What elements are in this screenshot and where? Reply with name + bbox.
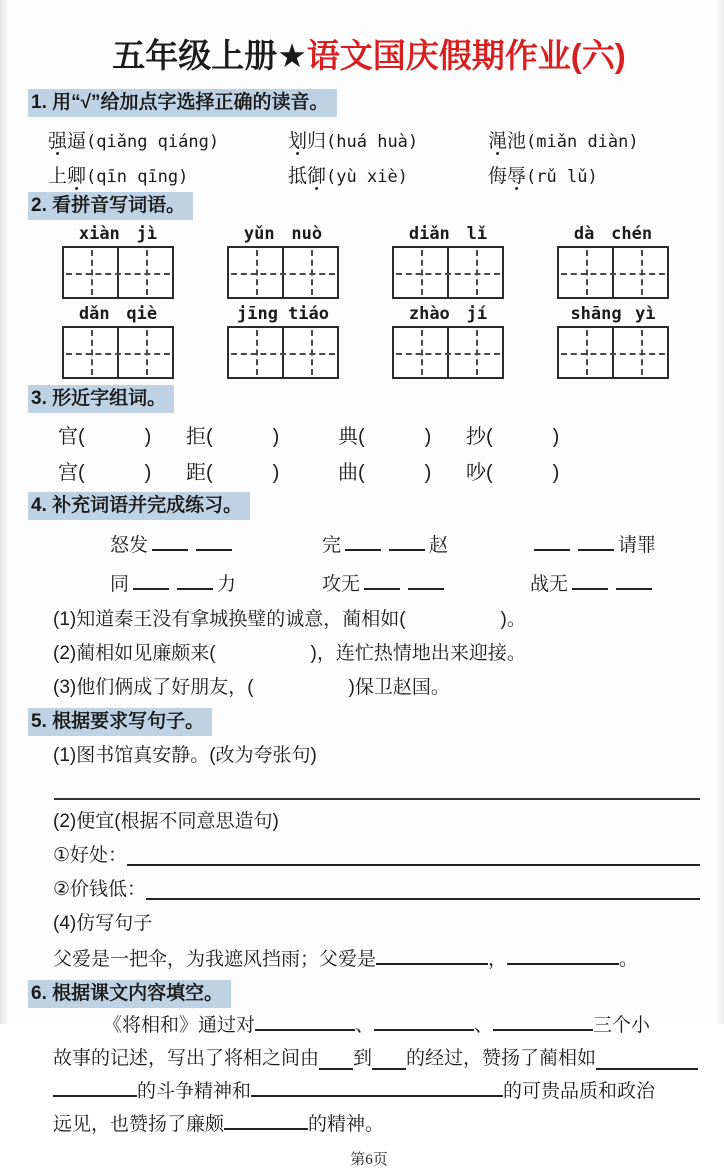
writing-grid-box (557, 326, 669, 379)
grid-cell (559, 248, 612, 297)
answer-paren: ( ) (206, 426, 280, 448)
answer-blank (224, 1109, 308, 1130)
section-6-header: 6. 根据课文内容填空。 (28, 980, 231, 1008)
dotted-char: 卿 (67, 166, 87, 187)
question-line: (4)仿写句子 (53, 913, 153, 934)
page-title (28, 30, 710, 77)
answer-blank (389, 530, 425, 551)
answer-blank (345, 530, 381, 551)
pinyin-label: jīng tiáo (237, 304, 329, 324)
answer-blank (616, 569, 652, 590)
answer-blank (255, 1010, 355, 1031)
writing-grid-box (392, 246, 504, 299)
word-box (557, 304, 669, 379)
answer-paren: ( ) (486, 462, 560, 484)
dotted-char: 御 (307, 166, 327, 187)
char-item: 曲( ) (338, 462, 432, 484)
pinyin-label: dǎn qiè (78, 304, 158, 324)
section-5 (28, 708, 710, 974)
pinyin-label: diǎn lǐ (408, 224, 488, 244)
sub-question-line (53, 842, 700, 870)
pinyin-options: (rǔ lǔ) (526, 167, 598, 187)
answer-line (146, 898, 700, 900)
char-item: 吵( ) (466, 462, 560, 484)
word-box (227, 224, 339, 299)
pinyin-label: shāng yì (570, 304, 656, 324)
answer-blank (493, 1010, 593, 1031)
pronunciation-item (288, 126, 488, 153)
section-3-header: 3. 形近字组词。 (28, 385, 174, 413)
char-item: 抄( ) (466, 426, 560, 448)
grid-cell (394, 328, 447, 377)
pronunciation-list (28, 126, 710, 188)
answer-blank (572, 569, 608, 590)
sub-question-label: ②价钱低： (53, 879, 147, 900)
idiom-completion-grid (28, 530, 710, 596)
sub-question-label: ①好处： (53, 845, 128, 866)
word-box (62, 224, 174, 299)
cloze-line-1: 《将相和》通过对 、 、 三个小 (53, 1010, 698, 1041)
word-box (557, 224, 669, 299)
dotted-char: 辱 (507, 166, 527, 187)
answer-blank (251, 1076, 503, 1097)
pinyin-options: (qīn qīng) (86, 167, 189, 187)
word-char: 逼 (67, 131, 87, 152)
answer-blank (578, 530, 614, 551)
char-item: 典( ) (338, 426, 432, 448)
answer-blank (376, 944, 488, 965)
question-line: (1)图书馆真安静。(改为夸张句) (53, 745, 317, 766)
pinyin-label: xiàn jì (78, 224, 158, 244)
answer-blank (364, 569, 400, 590)
answer-paren: ( ) (358, 426, 432, 448)
idiom-item: 战无 (530, 569, 710, 596)
section-3 (28, 385, 710, 485)
char-item: 拒( ) (186, 426, 280, 448)
question-line: (2)便宜(根据不同意思造句) (53, 811, 279, 832)
char-item: 距( ) (186, 462, 280, 484)
answer-blank (319, 1049, 353, 1070)
word-box (392, 224, 504, 299)
answer-line (127, 864, 700, 866)
section-1 (28, 89, 710, 188)
section-6 (28, 980, 710, 1140)
idiom-item: 请罪 (530, 530, 710, 557)
answer-line (596, 1068, 698, 1070)
idiom-item: 攻无 (322, 569, 530, 596)
answer-blank (53, 1076, 137, 1097)
pronunciation-item (48, 126, 288, 153)
word-char: 抵 (288, 166, 308, 187)
writing-grid-box (227, 326, 339, 379)
pinyin-writing-grid (28, 224, 710, 379)
cloze-line-2: 故事的记述，写出了将相之间由 到 的经过，赞扬了蔺相如 (53, 1043, 698, 1074)
answer-blank (408, 569, 444, 590)
page-number: 第6页 (350, 1152, 388, 1168)
grid-cell (612, 328, 667, 377)
pinyin-label: dà chén (573, 224, 653, 244)
grid-cell (64, 328, 117, 377)
question-line: (3)他们俩成了好朋友，( )保卫赵国。 (53, 677, 450, 698)
similar-char-row (28, 420, 710, 449)
dotted-char: 划 (288, 131, 308, 152)
idiom-item: 完 赵 (322, 530, 530, 557)
idiom-item: 怒发 (110, 530, 322, 557)
section-4 (28, 492, 710, 701)
writing-grid-box (227, 246, 339, 299)
section-1-header: 1. 用“√”给加点字选择正确的读音。 (28, 89, 337, 117)
answer-blank (177, 569, 213, 590)
pinyin-label: yǔn nuò (243, 224, 323, 244)
sub-question-line (53, 876, 700, 904)
grid-cell (229, 248, 282, 297)
answer-line (54, 776, 700, 800)
grid-cell (447, 248, 502, 297)
sentence-imitation-line: 父爱是一把伞，为我遮风挡雨；父爱是 ， 。 (53, 944, 698, 974)
answer-paren: ( ) (358, 462, 432, 484)
answer-blank (374, 1010, 474, 1031)
word-char: 池 (507, 131, 527, 152)
answer-paren: ( ) (486, 426, 560, 448)
section-2 (28, 192, 710, 379)
grid-cell (394, 248, 447, 297)
question-line: (2)蔺相如见廉颇来( )，连忙热情地出来迎接。 (53, 643, 526, 664)
section-4-header: 4. 补充词语并完成练习。 (28, 492, 250, 520)
cloze-line-3: 的斗争精神和 的可贵品质和政治 (53, 1076, 698, 1107)
word-char: 上 (48, 166, 68, 187)
answer-blank (534, 530, 570, 551)
answer-paren: ( ) (206, 462, 280, 484)
word-box (392, 304, 504, 379)
pinyin-label: zhào jí (408, 304, 488, 324)
grid-cell (559, 328, 612, 377)
grid-cell (117, 328, 172, 377)
answer-blank (372, 1049, 406, 1070)
pinyin-options: (qiǎng qiáng) (86, 132, 220, 152)
answer-blank (196, 530, 232, 551)
answer-blank (152, 530, 188, 551)
writing-grid-box (62, 246, 174, 299)
word-char: 侮 (488, 166, 508, 187)
grid-cell (117, 248, 172, 297)
similar-char-row (28, 456, 710, 485)
grid-cell (612, 248, 667, 297)
writing-grid-box (557, 246, 669, 299)
writing-grid-box (62, 326, 174, 379)
title-subject: 语文国庆假期作业(六) (306, 37, 626, 74)
pinyin-options: (yù xiè) (326, 167, 408, 187)
grid-cell (229, 328, 282, 377)
word-box (227, 304, 339, 379)
pronunciation-item (488, 161, 710, 188)
char-item: 宫( ) (58, 462, 152, 484)
word-box (62, 304, 174, 379)
dotted-char: 强 (48, 131, 68, 152)
title-grade: 五年级上册★ (112, 37, 307, 74)
grid-cell (447, 328, 502, 377)
grid-cell (282, 248, 337, 297)
answer-paren: ( ) (78, 426, 152, 448)
pronunciation-item (288, 161, 488, 188)
dotted-char: 渑 (488, 131, 508, 152)
pinyin-options: (huá huà) (326, 132, 419, 152)
answer-blank (133, 569, 169, 590)
section-5-header: 5. 根据要求写句子。 (28, 708, 212, 736)
word-char: 归 (307, 131, 327, 152)
grid-cell (64, 248, 117, 297)
cloze-line-4: 远见，也赞扬了廉颇 的精神。 (53, 1109, 698, 1140)
idiom-item: 同 力 (110, 569, 322, 596)
pronunciation-item (488, 126, 710, 153)
pinyin-options: (miǎn diàn) (526, 132, 639, 152)
writing-grid-box (392, 326, 504, 379)
char-item: 官( ) (58, 426, 152, 448)
section-2-header: 2. 看拼音写词语。 (28, 192, 193, 220)
answer-paren: ( ) (78, 462, 152, 484)
answer-blank (507, 944, 619, 965)
grid-cell (282, 328, 337, 377)
pronunciation-item (48, 161, 288, 188)
question-line: (1)知道秦王没有拿城换璧的诚意，蔺相如( )。 (53, 609, 526, 630)
